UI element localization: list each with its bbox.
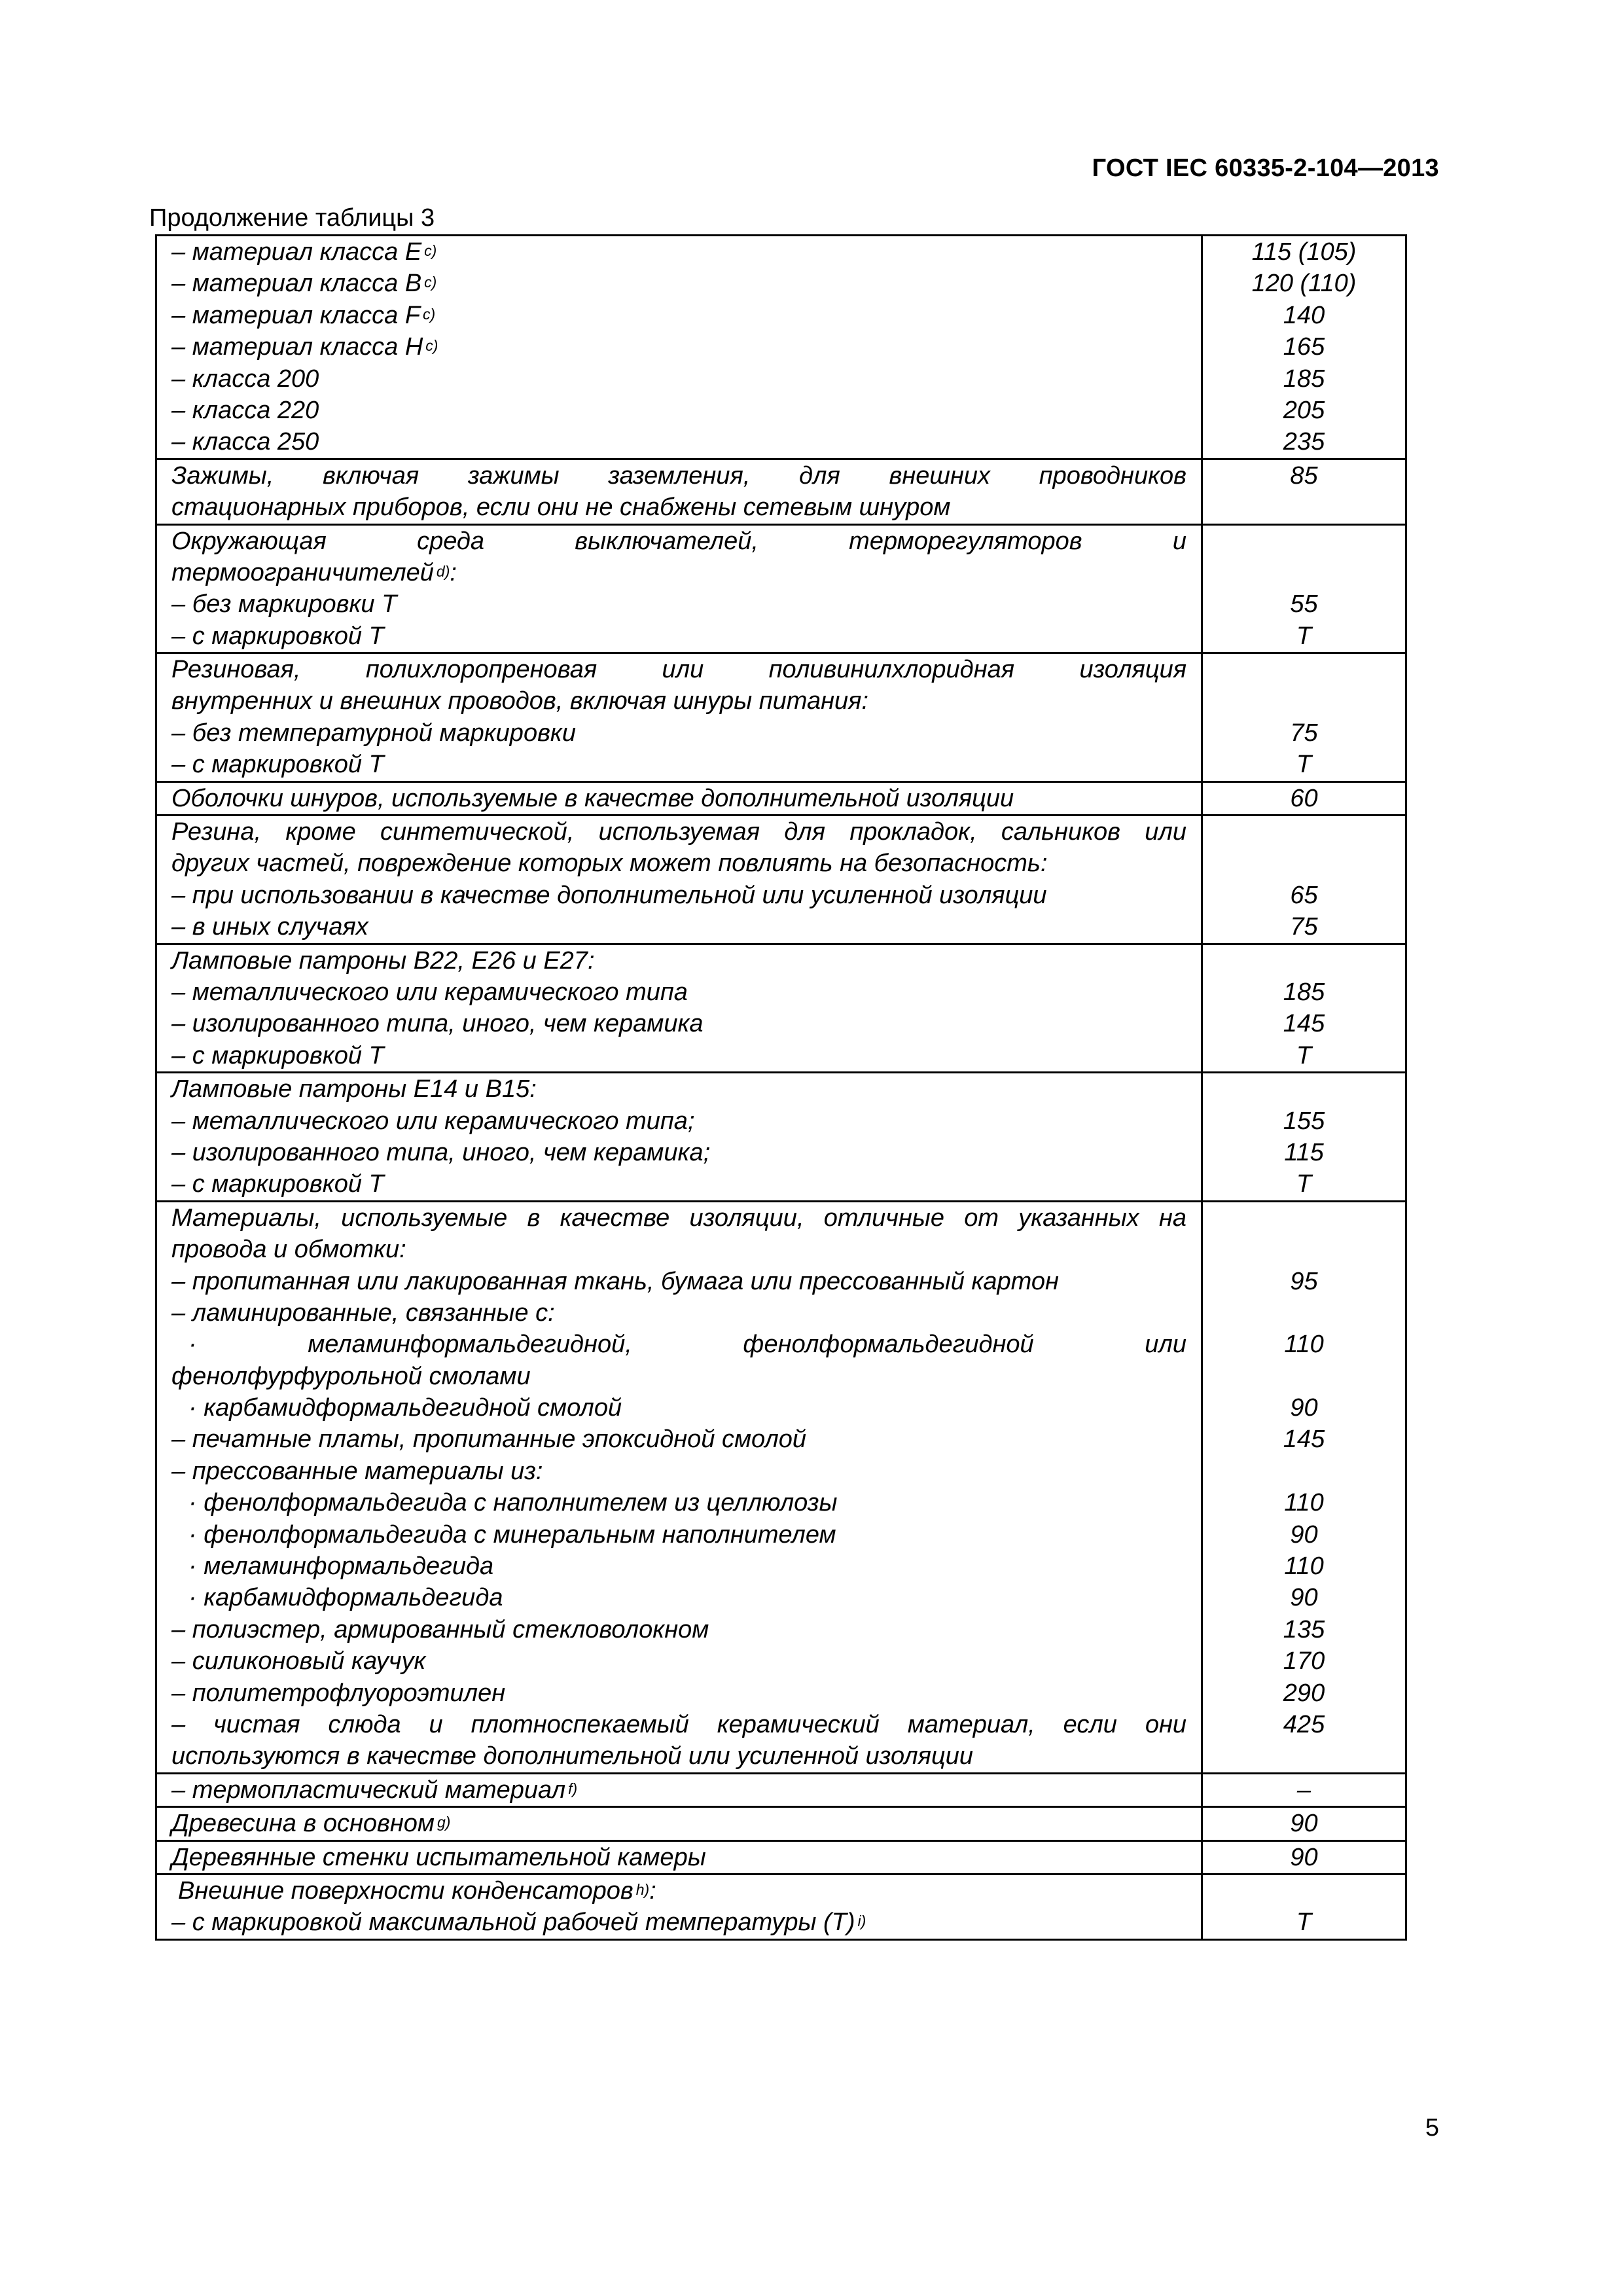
- temperature-value: 235: [1283, 428, 1325, 456]
- temperature-value: [1203, 557, 1405, 588]
- row-value-cell: [1202, 236, 1406, 459]
- description-line: [157, 654, 1201, 685]
- description-line: [157, 1105, 1201, 1137]
- temperature-value: 55: [1290, 590, 1318, 619]
- temperature-value: 90: [1290, 1584, 1318, 1612]
- row-description-cell: [156, 1773, 1202, 1806]
- row-value-cell: [1202, 653, 1406, 782]
- temperature-value: [1203, 1202, 1405, 1234]
- table-row: [156, 524, 1406, 653]
- table-row: [156, 944, 1406, 1073]
- description-line: [157, 1202, 1201, 1234]
- description-line: [157, 460, 1201, 492]
- temperature-value: [1203, 492, 1405, 523]
- table-caption: Продолжение таблицы 3: [149, 204, 435, 232]
- line-text: – класса 200: [171, 365, 319, 393]
- table-row: [156, 459, 1406, 524]
- description-line: [157, 1907, 1201, 1938]
- description-line: [157, 911, 1201, 942]
- footnote-reference: d): [436, 562, 450, 580]
- row-description-cell: [156, 1073, 1202, 1202]
- description-line: [157, 1456, 1201, 1487]
- description-line: [157, 1297, 1201, 1329]
- footnote-reference: c): [423, 305, 436, 323]
- description-line: [157, 1424, 1201, 1455]
- line-text: – металлического или керамического типа: [171, 978, 688, 1006]
- line-text: – силиконовый каучук: [171, 1647, 426, 1676]
- line-text: · меламинформальдегидной, фенолформальдегидной или: [188, 1331, 1186, 1359]
- temperature-value: 90: [1290, 1843, 1318, 1871]
- description-line: [157, 426, 1201, 457]
- description-line: [157, 526, 1201, 557]
- description-line: [157, 1361, 1201, 1392]
- line-text: – с маркировкой T: [171, 1170, 384, 1198]
- description-line: [157, 880, 1201, 911]
- row-description-cell: [156, 236, 1202, 459]
- footnote-reference: g): [437, 1814, 451, 1831]
- line-text: Резиновая, полихлоропреновая или поливинилхлоридная изоляция: [171, 656, 1186, 684]
- row-value-cell: [1202, 459, 1406, 524]
- line-text: · фенолформальдегида с наполнителем из целлюлозы: [188, 1489, 838, 1517]
- description-line: [157, 1266, 1201, 1297]
- temperature-value: 75: [1290, 719, 1318, 747]
- temperature-value: [1203, 1456, 1405, 1487]
- line-text: – при использовании в качестве дополнительной или усиленной изоляции: [171, 881, 1047, 909]
- temperature-value: 110: [1284, 1489, 1324, 1517]
- description-line: [157, 557, 1201, 588]
- table-row: [156, 1807, 1406, 1840]
- temperature-value: T: [1296, 1041, 1312, 1069]
- document-code-header: ГОСТ IEC 60335-2-104—2013: [1092, 154, 1439, 182]
- line-text: Древесина в основном: [171, 1810, 435, 1838]
- temperature-value: 290: [1283, 1679, 1325, 1707]
- temperature-value: 135: [1283, 1615, 1325, 1643]
- line-text: Оболочки шнуров, используемые в качестве дополнительной изоляции: [171, 784, 1014, 812]
- description-line: [157, 1519, 1201, 1551]
- description-line: [157, 1808, 1201, 1839]
- row-description-cell: [156, 1874, 1202, 1939]
- table-row: [156, 1874, 1406, 1939]
- description-line: [157, 300, 1201, 331]
- row-description-cell: [156, 459, 1202, 524]
- description-line: [157, 236, 1201, 268]
- row-value-cell: [1202, 1773, 1406, 1806]
- description-line: [157, 1040, 1201, 1071]
- line-text: Материалы, используемые в качестве изоляции, отличные от указанных на: [171, 1204, 1186, 1232]
- row-value-cell: [1202, 1874, 1406, 1939]
- row-value-cell: [1202, 1840, 1406, 1874]
- description-line: [157, 816, 1201, 848]
- description-line: [157, 620, 1201, 652]
- line-text: – изолированного типа, иного, чем керамика: [171, 1010, 704, 1038]
- temperature-value: [1203, 526, 1405, 557]
- description-line: [157, 1392, 1201, 1424]
- temperature-value: [1203, 1875, 1405, 1907]
- row-description-cell: [156, 1807, 1202, 1840]
- row-description-cell: [156, 1201, 1202, 1773]
- row-value-cell: [1202, 1073, 1406, 1202]
- temperature-value: 115 (105): [1251, 238, 1357, 266]
- description-line: [157, 1487, 1201, 1518]
- line-text: – изолированного типа, иного, чем керамика;: [171, 1138, 711, 1166]
- line-text: фенолфурфурольной смолами: [171, 1362, 531, 1390]
- line-text: · фенолформальдегида с минеральным наполнителем: [188, 1520, 836, 1549]
- temperature-value: 120 (110): [1251, 270, 1357, 298]
- footnote-reference: i): [857, 1912, 866, 1930]
- line-text: – в иных случаях: [171, 913, 368, 941]
- line-text: Ламповые патроны B22, E26 и E27:: [171, 946, 595, 975]
- temperature-value: 75: [1290, 913, 1318, 941]
- line-tail: :: [450, 558, 457, 586]
- temperature-value: 205: [1283, 396, 1325, 424]
- temperature-value: 145: [1283, 1426, 1325, 1454]
- description-line: [157, 588, 1201, 620]
- row-description-cell: [156, 781, 1202, 815]
- temperature-value: [1203, 685, 1405, 717]
- temperature-value: 155: [1283, 1107, 1325, 1135]
- description-line: [157, 1614, 1201, 1645]
- temperature-value: 85: [1290, 461, 1318, 490]
- row-description-cell: [156, 944, 1202, 1073]
- row-value-cell: [1202, 1807, 1406, 1840]
- footnote-reference: c): [424, 274, 437, 291]
- description-line: [157, 945, 1201, 977]
- line-tail: :: [649, 1876, 656, 1905]
- temperature-value: [1203, 1234, 1405, 1265]
- footnote-reference: h): [635, 1880, 650, 1898]
- line-text: термоограничителей: [171, 558, 434, 586]
- description-line: [157, 1645, 1201, 1677]
- line-text: – прессованные материалы из:: [171, 1457, 543, 1485]
- temperature-value: T: [1296, 751, 1312, 779]
- temperature-value: 170: [1283, 1647, 1325, 1676]
- description-line: [157, 1875, 1201, 1907]
- temperature-value: 90: [1290, 1810, 1318, 1838]
- line-text: Окружающая среда выключателей, терморегуляторов и: [171, 527, 1186, 555]
- temperature-value: 165: [1283, 333, 1325, 361]
- line-text: – материал класса F: [171, 301, 421, 329]
- line-text: – без температурной маркировки: [171, 719, 576, 747]
- temperature-value: [1203, 1073, 1405, 1105]
- row-description-cell: [156, 816, 1202, 944]
- temperature-value: [1203, 945, 1405, 977]
- row-value-cell: [1202, 1201, 1406, 1773]
- line-text: – ламинированные, связанные с:: [171, 1299, 555, 1327]
- line-text: используются в качестве дополнительной или усиленной изоляции: [171, 1742, 973, 1770]
- line-text: других частей, повреждение которых может повлиять на безопасность:: [171, 850, 1048, 878]
- table-row: [156, 816, 1406, 944]
- table-row: [156, 1073, 1406, 1202]
- line-text: – политетрофлуороэтилен: [171, 1679, 506, 1707]
- description-line: [157, 268, 1201, 299]
- description-line: [157, 1842, 1201, 1873]
- footnote-reference: f): [568, 1780, 578, 1797]
- temperature-value: 95: [1290, 1267, 1318, 1295]
- description-line: [157, 363, 1201, 395]
- temperature-value: [1203, 848, 1405, 879]
- description-line: [157, 1329, 1201, 1360]
- temperature-value: 185: [1283, 978, 1325, 1006]
- temperature-value: 60: [1290, 784, 1318, 812]
- row-description-cell: [156, 653, 1202, 782]
- footnote-reference: c): [424, 242, 437, 259]
- temperature-value: [1203, 654, 1405, 685]
- temperature-value: [1203, 816, 1405, 848]
- line-text: стационарных приборов, если они не снабжены сетевым шнуром: [171, 493, 951, 522]
- temperature-value: 90: [1290, 1520, 1318, 1549]
- description-line: [157, 1008, 1201, 1039]
- temperature-value: 110: [1284, 1552, 1324, 1581]
- row-value-cell: [1202, 944, 1406, 1073]
- table-row: [156, 1773, 1406, 1806]
- description-line: [157, 1168, 1201, 1200]
- row-value-cell: [1202, 781, 1406, 815]
- line-text: Деревянные стенки испытательной камеры: [171, 1843, 706, 1871]
- temperature-value: 425: [1283, 1710, 1325, 1738]
- line-text: – с маркировкой T: [171, 1041, 384, 1069]
- line-text: – полиэстер, армированный стекловолокном: [171, 1615, 709, 1643]
- temperature-value: T: [1296, 1170, 1312, 1198]
- line-text: Резина, кроме синтетической, используемая для прокладок, сальников или: [171, 818, 1186, 846]
- line-text: – пропитанная или лакированная ткань, бумага или прессованный картон: [171, 1267, 1059, 1295]
- line-text: внутренних и внешних проводов, включая шнуры питания:: [171, 687, 869, 715]
- temperature-value: 185: [1283, 365, 1325, 393]
- page-number: 5: [1425, 2114, 1439, 2142]
- temperature-value: [1203, 1740, 1405, 1772]
- temperature-value: T: [1296, 622, 1312, 650]
- table-row: [156, 1201, 1406, 1773]
- temperature-limits-table: [155, 234, 1407, 1941]
- row-description-cell: [156, 1840, 1202, 1874]
- line-text: – с маркировкой T: [171, 622, 384, 650]
- line-text: – чистая слюда и плотноспекаемый керамический материал, если они: [171, 1710, 1186, 1738]
- description-line: [157, 1740, 1201, 1772]
- description-line: [157, 1137, 1201, 1168]
- line-text: – с маркировкой максимальной рабочей температуры (T): [171, 1909, 855, 1937]
- line-text: – материал класса B: [171, 270, 422, 298]
- row-value-cell: [1202, 524, 1406, 653]
- line-text: – печатные платы, пропитанные эпоксидной смолой: [171, 1426, 807, 1454]
- temperature-value: –: [1296, 1776, 1311, 1804]
- line-text: – термопластический материал: [171, 1776, 566, 1804]
- temperature-value: [1203, 1361, 1405, 1392]
- line-text: – класса 220: [171, 396, 319, 424]
- line-text: – с маркировкой T: [171, 751, 384, 779]
- description-line: [157, 1234, 1201, 1265]
- description-line: [157, 1774, 1201, 1806]
- line-text: – без маркировки T: [171, 590, 397, 619]
- temperature-value: T: [1296, 1909, 1312, 1937]
- temperature-value: 145: [1283, 1010, 1325, 1038]
- description-line: [157, 395, 1201, 426]
- line-text: Зажимы, включая зажимы заземления, для внешних проводников: [171, 461, 1186, 490]
- temperature-value: 90: [1290, 1394, 1318, 1422]
- temperature-value: 110: [1284, 1331, 1324, 1359]
- line-text: провода и обмотки:: [171, 1236, 406, 1264]
- table-row: [156, 1840, 1406, 1874]
- line-text: · меламинформальдегида: [188, 1552, 494, 1581]
- description-line: [157, 848, 1201, 879]
- line-text: – материал класса H: [171, 333, 423, 361]
- description-line: [157, 1073, 1201, 1105]
- description-line: [157, 749, 1201, 780]
- temperature-value: 115: [1284, 1138, 1324, 1166]
- table-row: [156, 236, 1406, 459]
- line-text: – класса 250: [171, 428, 319, 456]
- temperature-value: 140: [1283, 301, 1325, 329]
- description-line: [157, 1582, 1201, 1613]
- table-row: [156, 781, 1406, 815]
- description-line: [157, 1677, 1201, 1709]
- description-line: [157, 492, 1201, 523]
- line-text: – материал класса E: [171, 238, 422, 266]
- line-text: · карбамидформальдегида: [188, 1584, 503, 1612]
- line-text: Ламповые патроны E14 и B15:: [171, 1075, 537, 1103]
- description-line: [157, 685, 1201, 717]
- line-text: · карбамидформальдегидной смолой: [188, 1394, 622, 1422]
- temperature-value: 65: [1290, 881, 1318, 909]
- row-description-cell: [156, 524, 1202, 653]
- table-row: [156, 653, 1406, 782]
- description-line: [157, 977, 1201, 1008]
- line-text: – металлического или керамического типа;: [171, 1107, 695, 1135]
- footnote-reference: c): [425, 337, 438, 355]
- description-line: [157, 783, 1201, 814]
- description-line: [157, 717, 1201, 749]
- description-line: [157, 331, 1201, 363]
- line-text: Внешние поверхности конденсаторов: [178, 1876, 633, 1905]
- description-line: [157, 1709, 1201, 1740]
- row-value-cell: [1202, 816, 1406, 944]
- temperature-value: [1203, 1297, 1405, 1329]
- description-line: [157, 1551, 1201, 1582]
